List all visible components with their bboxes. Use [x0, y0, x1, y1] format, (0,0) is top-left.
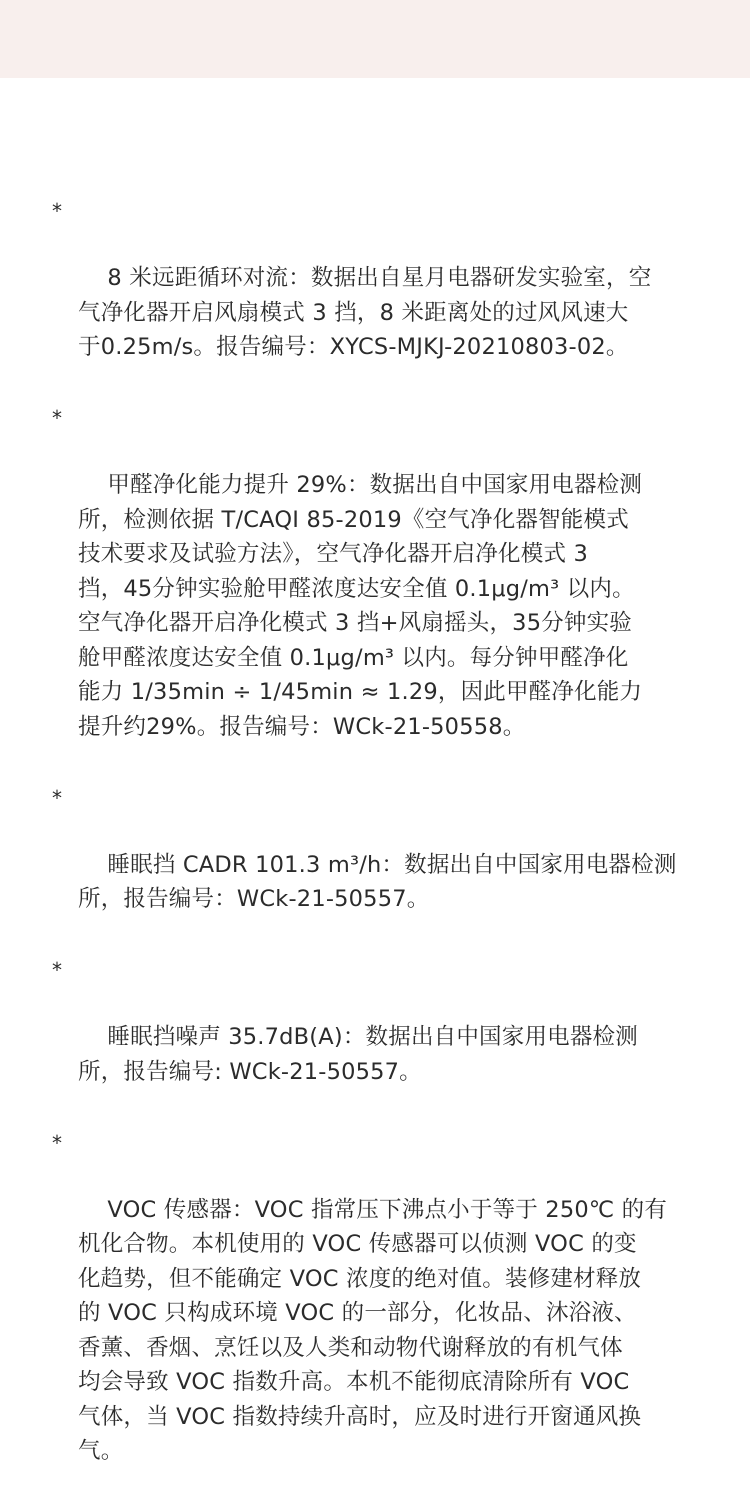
footnote-text: 睡眠挡噪声 35.7dB(A)：数据出自中国家用电器检测 所，报告编号: WCk-21-50557。	[78, 1024, 638, 1085]
asterisk-marker: *	[52, 781, 62, 816]
footnote-text: 8 米远距循环对流：数据出自星月电器研发实验室，空 气净化器开启风扇模式 3 挡，8 米距离处的过风风速大 于0.25m/s。报告编号：XYCS-MJKJ-20210803-02。	[78, 265, 651, 360]
footnote-text: 甲醛净化能力提升 29%：数据出自中国家用电器检测 所，检测依据 T/CAQI 85-2019《空气净化器智能模式 技术要求及试验方法》，空气净化器开启净化模式 3 挡，45分钟实验舱甲醛浓度达安全值 0.1μg/m³ 以内。 空气净化器开启净化模式 3 挡+风扇摇头，35分钟实验 舱甲醛浓度达安全值 0.1μg/m³ 以内。每分钟甲醛净化 能力 1/35min ÷ 1/45min ≈ 1.29，因此甲醛净化能力 提升约29%。报告编号：WCk-21-50558。	[78, 472, 642, 740]
footnote-text: 睡眠挡 CADR 101.3 m³/h：数据出自中国家用电器检测 所，报告编号：WCk-21-50557。	[78, 852, 677, 913]
footnote-voc-sensor	[52, 1124, 712, 1503]
footnote-air-circulation	[52, 192, 712, 399]
header-band	[0, 0, 750, 78]
footnote-formaldehyde	[52, 399, 712, 779]
asterisk-marker: *	[52, 953, 62, 988]
asterisk-marker: *	[52, 1126, 62, 1161]
footnote-list	[52, 192, 712, 1503]
footnote-text: VOC 传感器：VOC 指常压下沸点小于等于 250℃ 的有 机化合物。本机使用的 VOC 传感器可以侦测 VOC 的变 化趋势，但不能确定 VOC 浓度的绝对值。装修建材释放 的 VOC 只构成环境 VOC 的一部分，化妆品、沐浴液、 香薰、香烟、烹饪以及人类和动物代谢释放的有机气体 均会导致 VOC 指数升高。本机不能彻底清除所有 VOC 气体，当 VOC 指数持续升高时，应及时进行开窗通风换 气。	[78, 1197, 667, 1465]
asterisk-marker: *	[52, 194, 62, 229]
asterisk-marker: *	[52, 401, 62, 436]
footnote-sleep-cadr	[52, 779, 712, 952]
